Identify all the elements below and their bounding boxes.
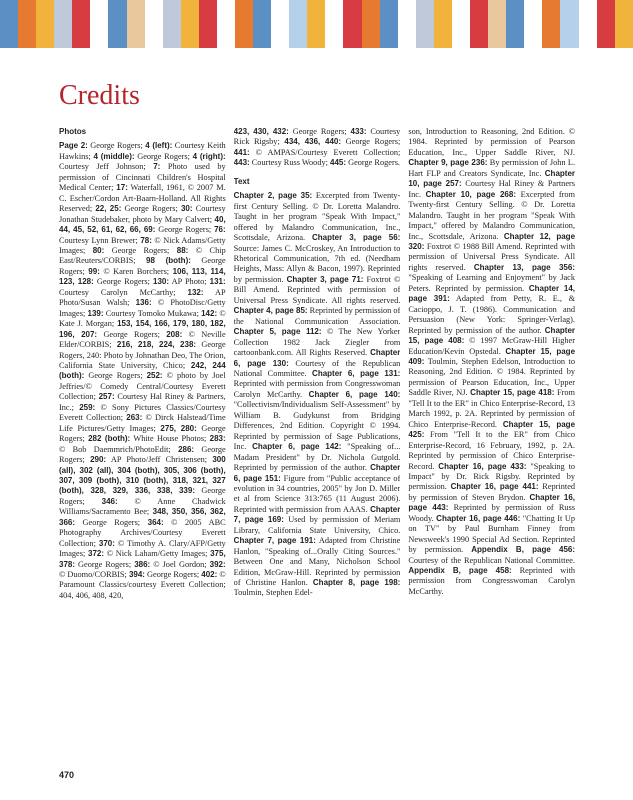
column-2: [234, 127, 401, 737]
stripe-32: [579, 0, 597, 48]
stripe-27: [488, 0, 506, 48]
page-number: 470: [59, 770, 75, 780]
page-title: Credits: [59, 80, 140, 111]
stripe-0: [0, 0, 18, 48]
column-1: [59, 127, 226, 737]
photos-credits-continued: 423, 430, 432: George Rogers; 433: Courtesy Rick Rigsby; 434, 436, 440: George Rogers; 441: © AMPAS/Courtesy Everett Collection; 443: Courtesy Russ Woody; 445: George Rogers.: [233, 127, 401, 168]
stripe-33: [597, 0, 615, 48]
stripe-14: [253, 0, 271, 48]
stripe-4: [72, 0, 90, 48]
stripe-1: [18, 0, 36, 48]
stripe-18: [325, 0, 343, 48]
stripe-34: [615, 0, 633, 48]
photos-heading: Photos: [59, 127, 87, 136]
stripe-7: [127, 0, 145, 48]
stripe-17: [307, 0, 325, 48]
stripe-3: [54, 0, 72, 48]
stripe-11: [199, 0, 217, 48]
stripe-20: [362, 0, 380, 48]
stripe-21: [380, 0, 398, 48]
stripe-6: [108, 0, 126, 48]
text-credits-continued: son, Introduction to Reasoning, 2nd Edition. © 1984. Reprinted by permission of Pearson Education, Inc., Upper Saddle River, NJ. Chapter 9, page 236: By permission of John L. Hart FLP and Creators Syndicate, Inc. Chapter 10, page 257: Courtesy Hal Riney & Partners Inc. Chapter 10, page 268: Excerpted from Twenty-first Century Selling. © Dr. Loretta Malandro. Taught in her program "Speak With Impact," offered by Malandro Communication, Inc., Scottsdale, Arizona. Chapter 12, page 320: Foxtrot © 1988 Bill Amend. Reprinted with permission of Universal Press Syndicate. All rights reserved. Chapter 13, page 356: "Speaking of Learning and Enjoyment" by Jack Peters. Reprinted by permission. Chapter 14, page 391: Adapted from Petty, R. E., & Cacioppo, J. T. (1986). Communication and Persuasion (New York: Springer-Verlag). Reprinted by permission of the author. Chapter 15, page 408: © 1997 McGraw-Hill Higher Education/Kevin Opstedal. Chapter 15, page 409: Toulmin, Stephen Edelson, Introduction to Reasoning, 2nd Edition. © 1984. Reprinted by permission of Pearson Education, Inc., Upper Saddle River, NJ. Chapter 15, page 418: From "Tell It to the ER" in Chico Enterprise-Record, 13 March 1992, p. 2A. Reprinted by permission of Chico Enterprise-Record. Chapter 15, page 425: From "Tell It to the ER" from Chico Enterprise-Record, 16 February, 1992, p. 2A. Reprinted by permission of Chico Enterprise-Record. Chapter 16, page 433: "Speaking to Impact" by Dr. Rick Rigsby. Reprinted by permission. Chapter 16, page 441: Reprinted by permission of Steven Brydon. Chapter 16, page 443: Reprinted by permission of Russ Woody. Chapter 16, page 446: "Chatting It Up on TV" by Paul Burnham Finney from Newsweek's 1990 Special Ad Section. Reprinted by permission. Appendix B, page 456: Courtesy of the Republican National Committee. Appendix B, page 458: Reprinted with permission from Congresswoman Carolyn McCarthy.: [408, 127, 576, 596]
stripe-29: [524, 0, 542, 48]
stripe-25: [452, 0, 470, 48]
stripe-12: [217, 0, 235, 48]
stripe-8: [145, 0, 163, 48]
stripe-23: [416, 0, 434, 48]
photos-credits: Page 2: George Rogers; 4 (left): Courtesy Keith Hawkins; 4 (middle): George Rogers; 4 (right): Courtesy Jeff Johnson; 7: Photo used by permission of Cincinnati Children's Hospital Medical Center; 17: Waterfall, 1961, © 2007 M. C. Escher/Cordon Art-Baarn-Holland. All Rights Reserved; 22, 25: George Rogers; 30: Courtesy Jonathan Studebaker, photo by Mary Calvert; 40, 44, 45, 52, 61, 62, 66, 69: George Rogers; 76: Courtesy Lynn Brewer; 78: © Nick Adams/Getty Images; 80: George Rogers; 88: © Chip East/Reuters/CORBIS; 98 (both): George Rogers; 99: © Karen Borchers; 106, 113, 114, 123, 128: George Rogers; 130: AP Photo; 131: Courtesy Carolyn McCarthy; 132: AP Photo/Susan Walsh; 136: © PhotoDisc/Getty Images; 139: Courtesy Tomoko Mukawa; 142: © Kate J. Morgan; 153, 154, 166, 179, 180, 182, 196, 207: George Rogers; 208: © Neville Elder/CORBIS; 216, 218, 224, 238: George Rogers, 240: Photo by Johnathan Deo, The Orion, California State University, Chico; 242, 244 (both): George Rogers; 252: © photo by Joel Jeffries/© Comedy Central/Courtesy Everett Collection; 257: Courtesy Hal Riney & Partners, Inc.; 259: © Sony Pictures Classics/Courtesy Everett Collection; 263: © Dirck Halstead/Time Life Pictures/Getty Images; 275, 280: George Rogers; 282 (both): White House Photos; 283: © Bob Daemmrich/PhotoEdit; 286: George Rogers; 290: AP Photo/Jeff Christensen; 300 (all), 302 (all), 304 (both), 305, 306 (both), 307, 309 (both), 310 (both), 318, 321, 327 (both), 328, 329, 336, 338, 339: George Rogers; 346: © Anne Chadwick Williams/Sacramento Bee; 348, 350, 356, 362, 366: George Rogers; 364: © 2005 ABC Photography Archives/Courtesy Everett Collection; 370: © Timothy A. Clary/AFP/Getty Images; 372: © Nick Laham/Getty Images; 375, 378: George Rogers; 386: © Joel Gordon; 392: © Duomo/CORBIS; 394: George Rogers; 402: © Paramount Classics/courtesy Everett Collection; 404, 406, 408, 420,: [59, 141, 226, 600]
stripe-10: [181, 0, 199, 48]
text-credits: Chapter 2, page 35: Excerpted from Twenty-first Century Selling. © Dr. Loretta Malandro. Taught in her program "Speak With Impact," offered by Malandro Communication, Inc., Scottsdale, Arizona. Chapter 3, page 56: Source: James C. McCroskey, An Introduction to Rhetorical Communication, 7th ed. (Needham Heights, Mass: Allyn & Bacon, 1997). Reprinted by permission. Chapter 3, page 71: Foxtrot © Bill Amend. Reprinted with permission of Universal Press Syndicate. All rights reserved. Chapter 4, page 85: Reprinted by permission of the National Communication Association. Chapter 5, page 112: © The New Yorker Collection 1982 Jack Ziegler from cartoonbank.com. All Rights Reserved. Chapter 6, page 130: Courtesy of the Republican National Committee. Chapter 6, page 131: Reprinted with permission from Congresswoman Carolyn McCarthy. Chapter 6, page 140: "Collectivism/Individualism Self-Assessment" by William B. Gudykunst from Bridging Differences, 2nd Edition. Copyright © 1994. Reprinted by permission of Sage Publications, Inc. Chapter 6, page 142: "Speaking of... Madam President" by Dr. Nichola Gutgold. Reprinted by permission of the author. Chapter 6, page 151: Figure from "Public acceptance of evolution in 34 countries, 2005" by Jon D. Miller et al from Science 313:765 (11 August 2006). Reprinted with permission from AAAS. Chapter 7, page 169: Used by permission of Meriam Library, California State University, Chico. Chapter 7, page 191: Adapted from Christine Hanlon, "Speaking of...Orally Citing Sources." Between One and Many, Nicholson School Edition, McGraw-Hill. Reprinted by permission of Christine Hanlon. Chapter 8, page 198: Toulmin, Stephen Edel-: [233, 191, 401, 598]
stripe-31: [560, 0, 578, 48]
credits-columns: [59, 127, 575, 737]
stripe-13: [235, 0, 253, 48]
stripe-5: [90, 0, 108, 48]
stripe-15: [271, 0, 289, 48]
stripe-16: [289, 0, 307, 48]
text-heading: Text: [233, 176, 250, 186]
stripe-2: [36, 0, 54, 48]
stripe-30: [542, 0, 560, 48]
stripe-22: [398, 0, 416, 48]
column-3: [408, 127, 575, 737]
stripe-28: [506, 0, 524, 48]
stripe-26: [470, 0, 488, 48]
stripe-9: [163, 0, 181, 48]
decorative-stripe-bar: [0, 0, 633, 48]
stripe-19: [343, 0, 361, 48]
stripe-24: [434, 0, 452, 48]
